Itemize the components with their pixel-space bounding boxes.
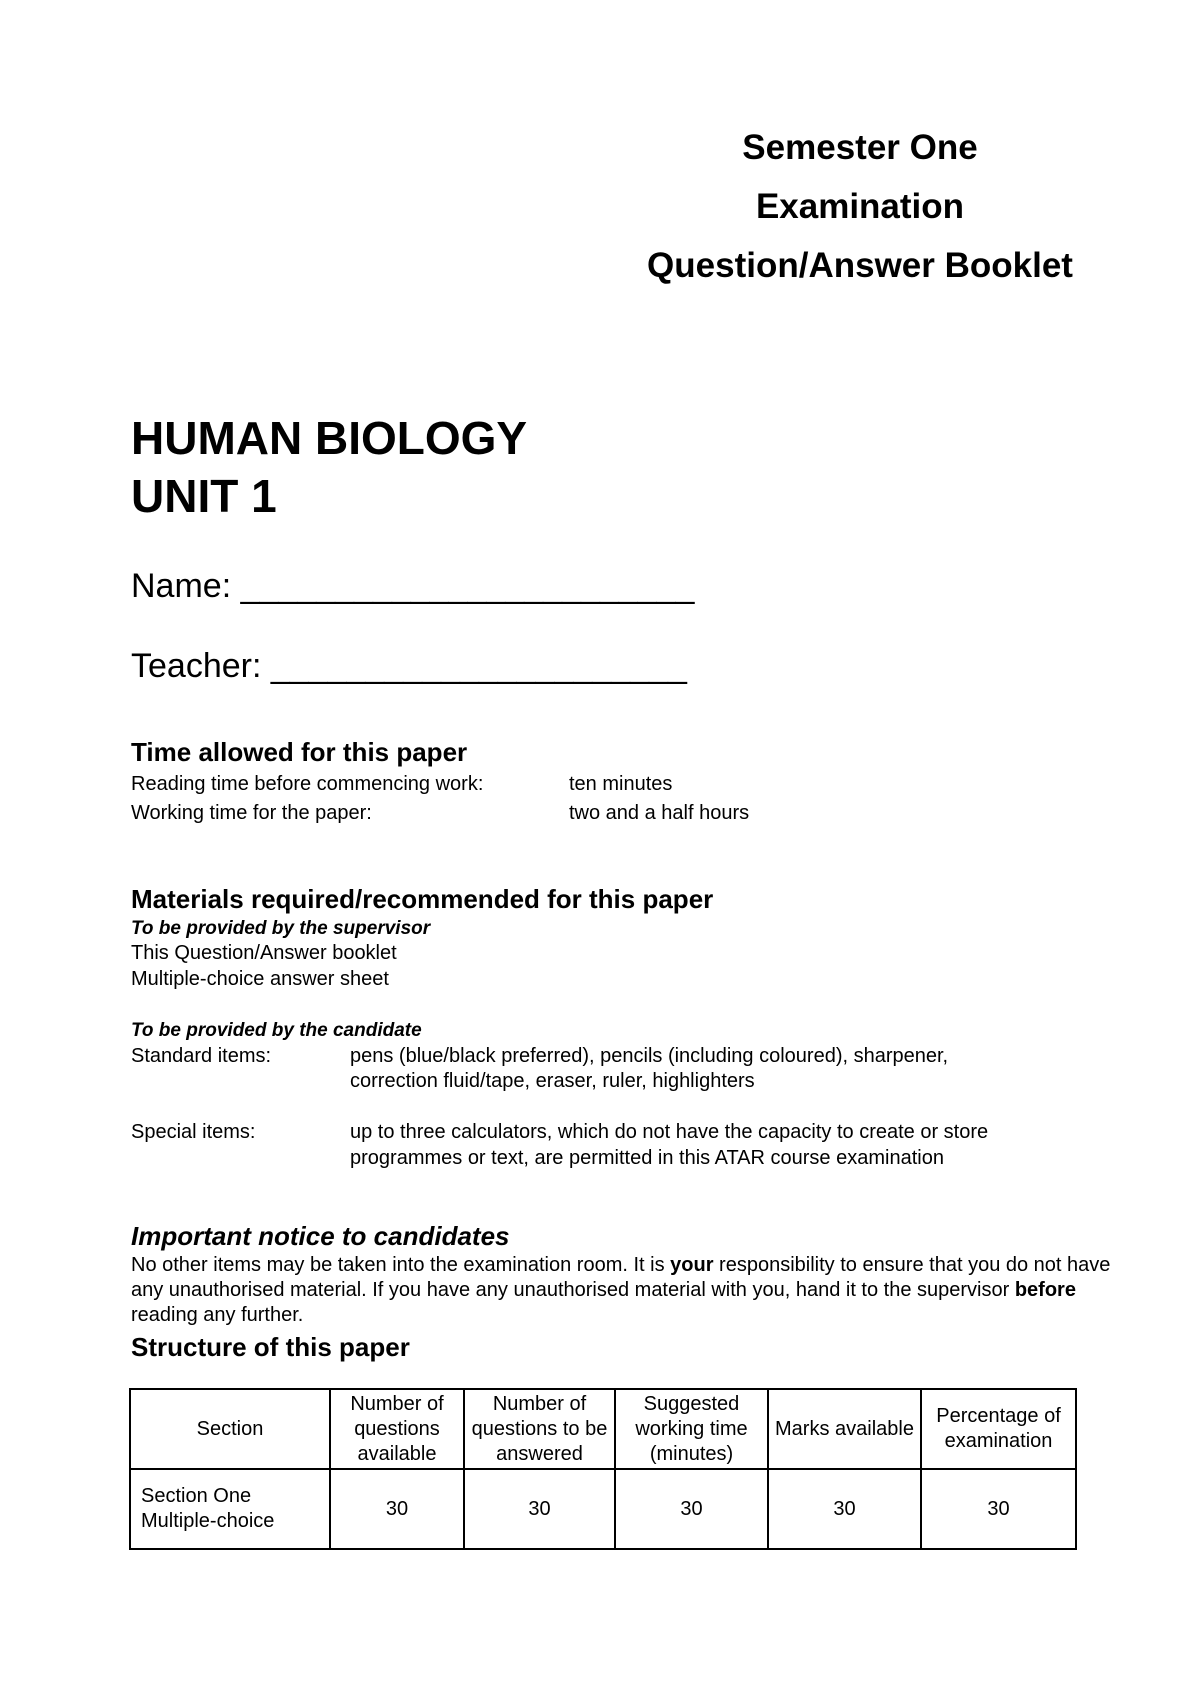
column-header-working-time: Suggested working time (minutes) <box>615 1389 768 1469</box>
percentage-cell: 30 <box>921 1469 1076 1549</box>
questions-available-cell: 30 <box>330 1469 464 1549</box>
materials-heading: Materials required/recommended for this paper <box>131 884 714 914</box>
exam-period-title: Semester One <box>742 128 978 167</box>
reading-time-value: ten minutes <box>569 773 673 795</box>
exam-type-title: Examination <box>755 187 965 226</box>
questions-answered-cell: 30 <box>464 1469 615 1549</box>
table-row <box>130 1469 1076 1549</box>
column-header-questions-answered: Number of questions to be answered <box>464 1389 615 1469</box>
supervisor-item: This Question/Answer booklet <box>131 942 397 964</box>
name-field: Name: ________________________ <box>131 567 695 605</box>
subject-title: HUMAN BIOLOGY <box>131 412 528 464</box>
supervisor-item: Multiple-choice answer sheet <box>131 968 389 990</box>
structure-table <box>129 1388 1077 1550</box>
special-items-value: up to three calculators, which do not have the capacity to create or store <box>350 1121 989 1143</box>
supervisor-subheading: To be provided by the supervisor <box>131 918 431 939</box>
table-header-row <box>130 1389 1076 1469</box>
teacher-field: Teacher: ______________________ <box>131 647 687 685</box>
section-cell: Section One Multiple-choice <box>130 1469 330 1549</box>
notice-emphasis-your: your <box>670 1254 714 1276</box>
reading-time-label: Reading time before commencing work: <box>131 773 484 795</box>
unit-title: UNIT 1 <box>131 470 277 522</box>
column-header-section: Section <box>130 1389 330 1469</box>
special-items-value-continued: programmes or text, are permitted in this ATAR course examination <box>350 1147 944 1169</box>
standard-items-value: pens (blue/black preferred), pencils (including coloured), sharpener, <box>350 1045 949 1067</box>
notice-heading: Important notice to candidates <box>131 1221 510 1251</box>
column-header-percentage: Percentage of examination <box>921 1389 1076 1469</box>
working-time-cell: 30 <box>615 1469 768 1549</box>
structure-heading: Structure of this paper <box>131 1332 410 1362</box>
column-header-questions-available: Number of questions available <box>330 1389 464 1469</box>
marks-cell: 30 <box>768 1469 921 1549</box>
working-time-value: two and a half hours <box>569 802 750 824</box>
standard-items-value-continued: correction fluid/tape, eraser, ruler, highlighters <box>350 1070 755 1092</box>
candidate-subheading: To be provided by the candidate <box>131 1020 422 1041</box>
notice-paragraph: No other items may be taken into the examination room. It is your responsibility to ensure that you do not have any unauthorised material. If you have any unauthorised material with you, hand it to the supervisor before reading any further. <box>131 1254 1111 1326</box>
special-items-label: Special items: <box>131 1121 256 1143</box>
time-heading: Time allowed for this paper <box>131 737 468 767</box>
booklet-title: Question/Answer Booklet <box>647 246 1073 285</box>
notice-emphasis-before: before <box>1014 1279 1076 1301</box>
working-time-label: Working time for the paper: <box>131 802 372 824</box>
standard-items-label: Standard items: <box>131 1045 272 1067</box>
column-header-marks: Marks available <box>768 1389 921 1469</box>
